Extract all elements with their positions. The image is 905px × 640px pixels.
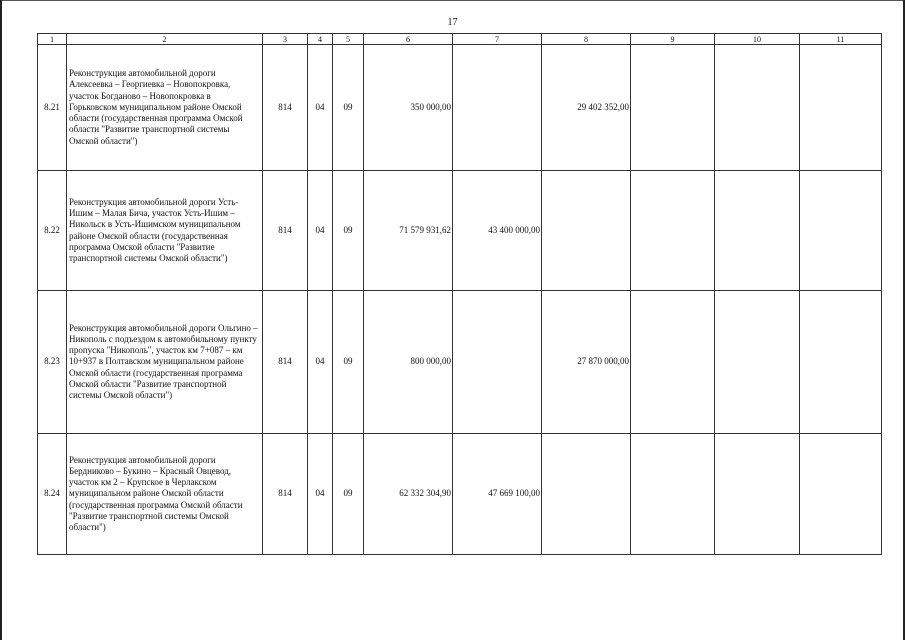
table-row [38,171,882,291]
column-header: 5 [333,34,364,45]
row-col-8 [542,434,631,555]
column-header: 10 [715,34,800,45]
row-col-8: 27 870 000,00 [542,291,631,434]
column-header: 2 [67,34,263,45]
table-row [38,434,882,555]
row-code-4: 04 [308,45,333,171]
row-col-8: 29 402 352,00 [542,45,631,171]
row-col-11 [800,171,882,291]
table-row [38,45,882,171]
column-header: 4 [308,34,333,45]
row-col-9 [631,171,715,291]
column-header: 6 [364,34,453,45]
row-code-3: 814 [263,171,308,291]
row-code-3: 814 [263,291,308,434]
row-col-11 [800,291,882,434]
row-code-4: 04 [308,171,333,291]
row-col-9 [631,45,715,171]
row-col-11 [800,434,882,555]
column-header: 9 [631,34,715,45]
row-code-5: 09 [333,171,364,291]
column-header: 8 [542,34,631,45]
scan-edge-top [0,0,905,1]
row-col-7 [453,45,542,171]
row-col-10 [715,45,800,171]
row-code-4: 04 [308,291,333,434]
row-description: Реконструкция автомобильной дороги Бердниково – Букино – Красный Овцевод, участок км 2 – Крупское в Черлакском муниципальном районе Омской области (государственная программа Омской области "Развитие транспортной системы Омской области") [67,434,263,555]
budget-table [37,33,882,555]
column-header: 3 [263,34,308,45]
row-code-3: 814 [263,45,308,171]
row-id: 8.23 [38,291,67,434]
row-col-11 [800,45,882,171]
row-col-7: 43 400 000,00 [453,171,542,291]
row-id: 8.24 [38,434,67,555]
table-header-row [38,34,882,45]
row-col-9 [631,291,715,434]
scan-edge-left [0,0,2,640]
row-code-3: 814 [263,434,308,555]
table-row [38,291,882,434]
row-col-7: 47 669 100,00 [453,434,542,555]
row-col-6: 350 000,00 [364,45,453,171]
row-col-10 [715,291,800,434]
row-id: 8.21 [38,45,67,171]
row-code-5: 09 [333,45,364,171]
row-col-6: 800 000,00 [364,291,453,434]
column-header: 7 [453,34,542,45]
row-id: 8.22 [38,171,67,291]
row-description: Реконструкция автомобильной дороги Алексеевка – Георгиевка – Новопокровка, участок Богданово – Новопокровка в Горьковском муниципальном районе Омской области (государственная программа Омской области "Развитие транспортной системы Омской области") [67,45,263,171]
row-col-10 [715,171,800,291]
row-code-5: 09 [333,434,364,555]
row-code-5: 09 [333,291,364,434]
row-col-6: 62 332 304,90 [364,434,453,555]
column-header: 11 [800,34,882,45]
row-code-4: 04 [308,434,333,555]
row-col-7 [453,291,542,434]
row-col-10 [715,434,800,555]
page-number: 17 [447,17,458,28]
row-col-9 [631,434,715,555]
column-header: 1 [38,34,67,45]
row-col-6: 71 579 931,62 [364,171,453,291]
row-col-8 [542,171,631,291]
row-description: Реконструкция автомобильной дороги Усть-Ишим – Малая Бича, участок Усть-Ишим – Никольск в Усть-Ишимском муниципальном районе Омской области (государственная программа Омской области "Развитие транспортной системы Омской области") [67,171,263,291]
row-description: Реконструкция автомобильной дороги Ольгино – Никополь с подъездом к автомобильному пункту пропуска "Никополь", участок км 7+087 – км 10+937 в Полтавском муниципальном районе Омской области (государственная программа Омской области "Развитие транспортной системы Омской области") [67,291,263,434]
